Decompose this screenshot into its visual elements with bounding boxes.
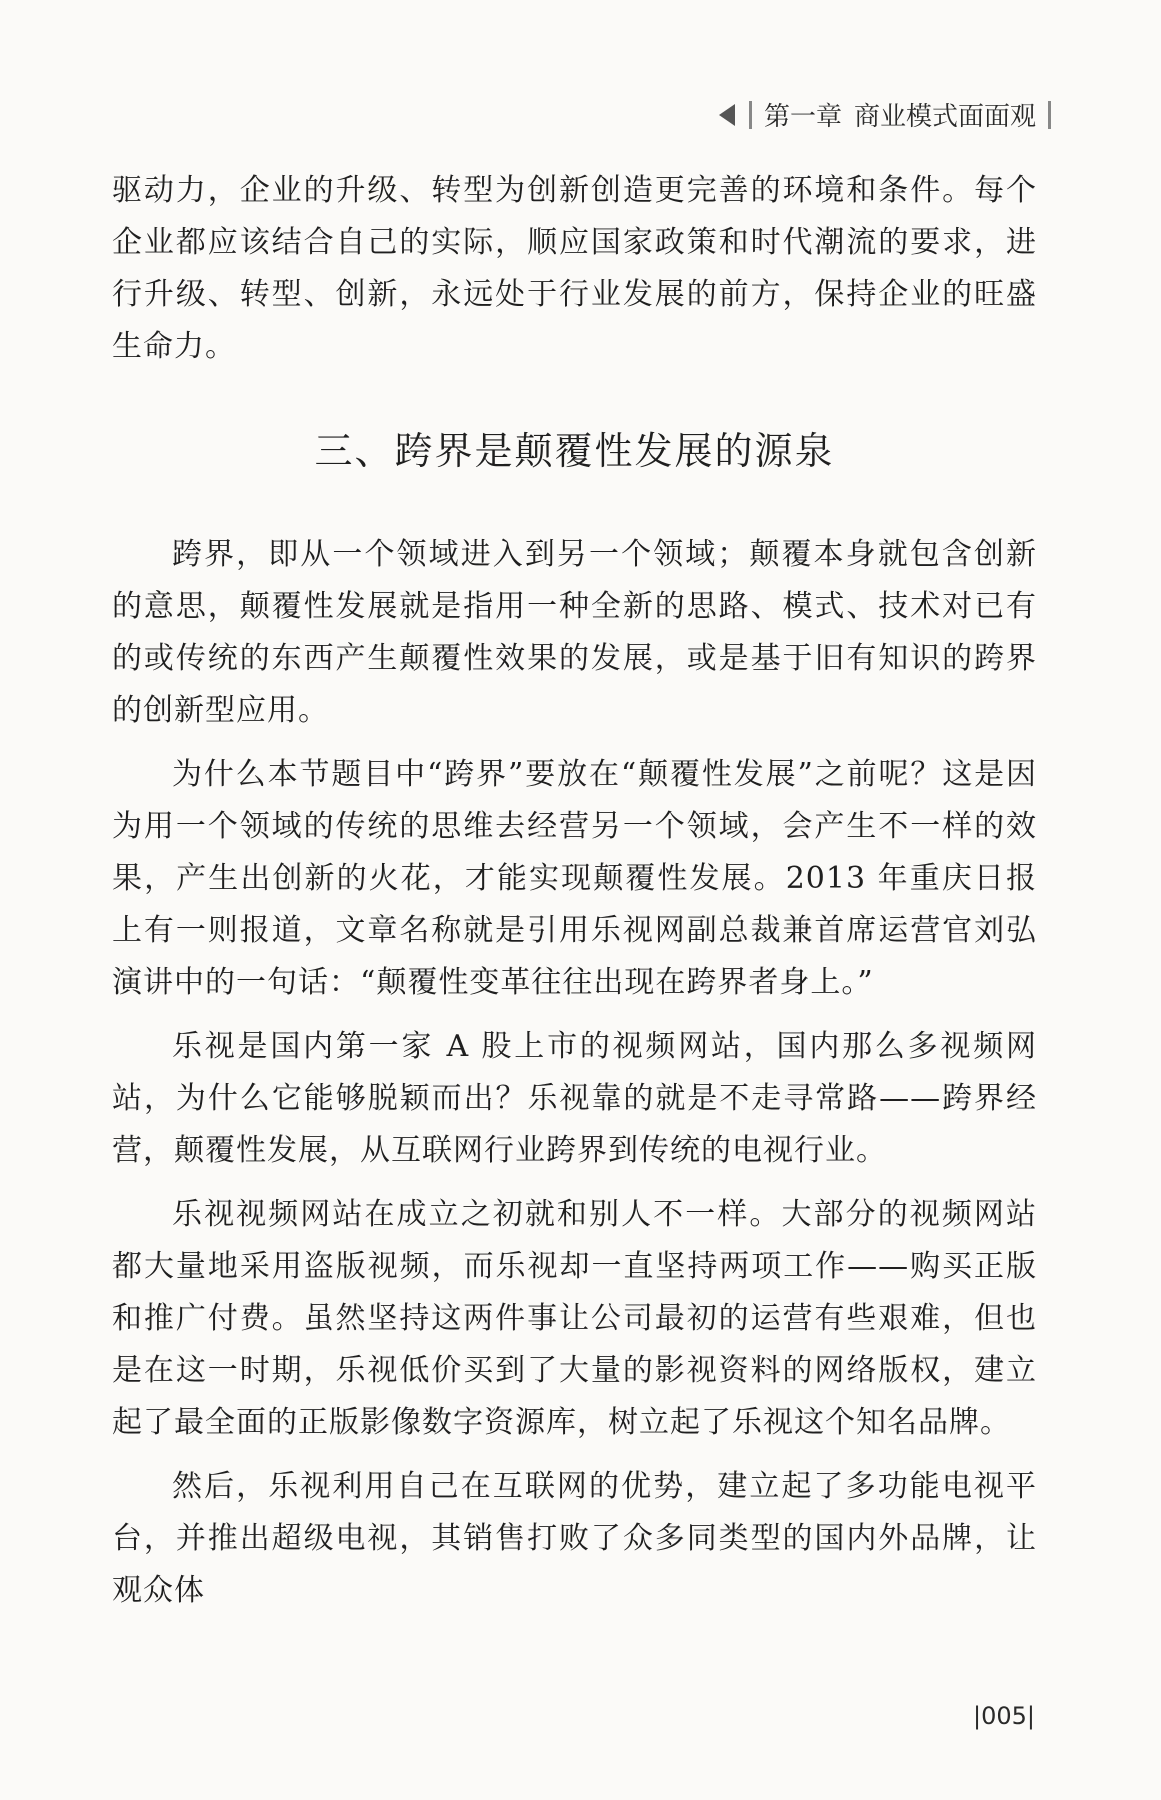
page-number: |005|: [973, 1702, 1035, 1730]
section-heading: 三、跨界是颠覆性发展的源泉: [314, 429, 835, 473]
header-title: 商业模式面面观: [853, 102, 1036, 132]
paragraph-1: 跨界，即从一个领域进入到另一个领域；颠覆本身就包含创新的意思，颠覆性发展就是指用一种全新的思路、模式、技术对已有的或传统的东西产生颠覆性效果的发展，或是基于旧有知识的跨界的创新型应用。: [112, 537, 1037, 728]
header-divider: [749, 101, 752, 129]
paragraph-5: 然后，乐视利用自己在互联网的优势，建立起了多功能电视平台，并推出超级电视，其销售打败了众多同类型的国内外品牌，让观众体: [112, 1469, 1037, 1608]
header-divider-end: [1048, 101, 1051, 129]
running-header: [719, 96, 1051, 133]
paragraph-intro: 驱动力，企业的升级、转型为创新创造更完善的环境和条件。每个企业都应该结合自己的实际，顺应国家政策和时代潮流的要求，进行升级、转型、创新，永远处于行业发展的前方，保持企业的旺盛生命力。: [112, 173, 1037, 364]
paragraph-3: 乐视是国内第一家 A 股上市的视频网站，国内那么多视频网站，为什么它能够脱颖而出？乐视靠的就是不走寻常路——跨界经营，颠覆性发展，从互联网行业跨界到传统的电视行业。: [112, 1029, 1037, 1168]
header-triangle-icon: [719, 104, 735, 126]
header-chapter: 第一章: [763, 102, 842, 132]
paragraph-2: 为什么本节题目中“跨界”要放在“颠覆性发展”之前呢？这是因为用一个领域的传统的思维去经营另一个领域，会产生不一样的效果，产生出创新的火花，才能实现颠覆性发展。2013 年重庆日报上有一则报道，文章名称就是引用乐视网副总裁兼首席运营官刘弘演讲中的一句话：“颠覆性变革往往出现在跨界者身上。”: [112, 757, 1037, 1000]
page-body: [112, 165, 1037, 1617]
paragraph-4: 乐视视频网站在成立之初就和别人不一样。大部分的视频网站都大量地采用盗版视频，而乐视却一直坚持两项工作——购买正版和推广付费。虽然坚持这两件事让公司最初的运营有些艰难，但也是在这一时期，乐视低价买到了大量的影视资料的网络版权，建立起了最全面的正版影像数字资源库，树立起了乐视这个知名品牌。: [112, 1197, 1037, 1440]
